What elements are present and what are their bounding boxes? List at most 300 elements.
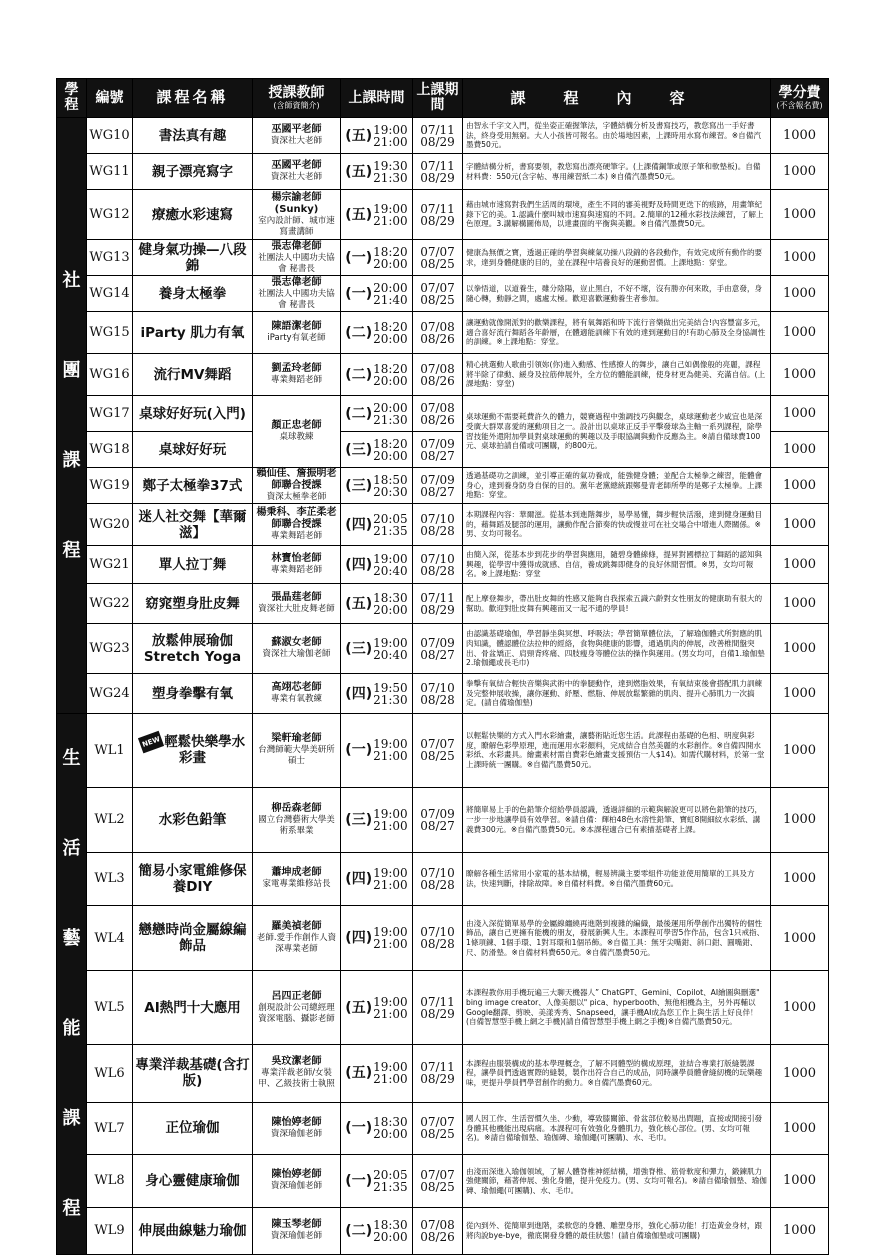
new-badge: NEW	[138, 731, 164, 754]
course-period	[413, 432, 463, 468]
weekday: (二)	[345, 324, 373, 341]
course-name	[133, 118, 253, 154]
course-period	[413, 154, 463, 190]
end-time: 21:00	[373, 213, 408, 228]
weekday: (一)	[345, 285, 373, 302]
course-fee: 1000	[771, 624, 829, 674]
start-time: 18:30	[373, 590, 408, 605]
category-cell: 生 活 藝 能 課 程	[57, 714, 87, 1255]
period-to: 08/29	[420, 1006, 455, 1021]
end-time: 21:40	[373, 292, 408, 307]
course-fee: 1000	[771, 468, 829, 504]
teacher-info: 專業洋裁老師/女裝甲、乙級技術士執照	[258, 1068, 335, 1090]
course-description: 藉由城市速寫對我們生活周的環境，產生不同的審美視野及時間更迭下的痕跡，用畫筆紀錄下它的美。1.認識什麼叫城市速寫與速寫的不同。2.簡單的12種水彩技法練習，了解上色原理。3.講解構圖佈局，以達畫面的平衡與美觀。※自備汽墨費50元。	[463, 190, 771, 240]
table-row	[57, 396, 829, 432]
period-from: 07/10	[420, 680, 455, 695]
course-time	[341, 1207, 413, 1254]
course-description: 將簡單易上手的色鉛筆介紹給學員認識，透過詳細的示範與解說更可以將色鉛筆的技巧，一步一步地讓學員有效學習。※請自備：輝柏48色水溶性鉛筆、寶虹8開細紋水彩紙、講義費300元。※自備汽墨費50元。※本課程適合已有素描基礎者上課。	[463, 787, 771, 853]
course-time	[341, 853, 413, 906]
course-time	[341, 154, 413, 190]
course-teacher	[253, 674, 341, 714]
course-name	[133, 853, 253, 906]
course-time	[341, 905, 413, 971]
weekday: (四)	[345, 870, 373, 887]
table-row	[57, 1044, 829, 1102]
teacher-info: 社團法人中國功夫協會 秘書長	[258, 288, 335, 310]
table-row	[57, 714, 829, 788]
teacher-info: iParty有氧老師	[267, 333, 326, 343]
course-name	[133, 312, 253, 354]
period-from: 07/07	[420, 280, 455, 295]
teacher-name: 梁軒瑜老師	[271, 733, 322, 745]
course-fee: 1000	[771, 1044, 829, 1102]
end-time: 21:00	[373, 749, 408, 764]
period-from: 07/11	[420, 158, 455, 173]
course-name	[133, 396, 253, 432]
start-time: 18:20	[373, 361, 408, 376]
teacher-name: 呂四正老師	[271, 990, 322, 1002]
weekday: (一)	[345, 742, 373, 759]
course-code: WG15	[87, 312, 133, 354]
course-code: WG11	[87, 154, 133, 190]
course-name	[133, 1207, 253, 1254]
course-teacher	[253, 312, 341, 354]
end-time: 21:00	[373, 134, 408, 149]
course-description: 讓運動就像開派對的歡樂課程，將有氧舞蹈和時下流行音樂做出完美結合!內容豐富多元，適合喜好流行舞蹈各年齡層，在體適能訓練下有效的達到運動目的!有助心肺及全身協調性的訓練。※上課地點：穿堂。	[463, 312, 771, 354]
weekday: (三)	[345, 477, 373, 494]
teacher-info: 資深瑜伽老師	[270, 1128, 322, 1139]
teacher-name: 張晶莛老師	[271, 592, 322, 603]
start-time: 18:50	[373, 472, 408, 487]
course-description: 精心挑選動人歌曲引領妳(你)進入動感、性感撩人的舞步，讓自己如偶像般的亮麗，課程將半除了律動、緩身及拉筋伸展外，全方位的體能訓練，使身材更為健美、充滿自信。(上課地點：穿堂)	[463, 354, 771, 396]
course-name	[133, 1155, 253, 1208]
course-time	[341, 624, 413, 674]
teacher-name: 賴仙佳、詹振明老師聯合授課	[256, 468, 337, 491]
table-row	[57, 354, 829, 396]
course-name-text: 水彩色鉛筆	[158, 811, 227, 828]
course-code: WL2	[87, 787, 133, 853]
course-period	[413, 624, 463, 674]
teacher-name: 蕭坤成老師	[271, 867, 322, 879]
course-description: 由認識基礎瑜伽，學習靜坐與冥想、呼吸法；學習簡單體位法，了解瑜伽體式所對應的肌肉知識，體認體位法拉伸的經絡，食物與健康的影響，通過肌肉的伸展，改善椎間盤突出、骨盆矯正、肩頸背疼痛、四肢瘦身等體位法的操作與運用。(男女均可，自備1.瑜伽墊2.瑜伽繩或長毛巾)	[463, 624, 771, 674]
header-content: 課程內容	[463, 79, 771, 118]
teacher-name: 吳玟潔老師	[271, 1056, 322, 1068]
course-code: WG23	[87, 624, 133, 674]
period-to: 08/27	[420, 647, 455, 662]
course-code: WL6	[87, 1044, 133, 1102]
course-name	[133, 354, 253, 396]
teacher-name: 陳玉琴老師	[271, 1219, 322, 1231]
course-code: WL1	[87, 714, 133, 788]
teacher-info: 資深太極拳老師	[266, 492, 327, 502]
course-period	[413, 1207, 463, 1254]
course-fee: 1000	[771, 118, 829, 154]
start-time: 18:20	[373, 244, 408, 259]
course-period	[413, 971, 463, 1045]
period-from: 07/11	[420, 122, 455, 137]
teacher-name: 劉孟玲老師	[271, 363, 322, 374]
course-description: 本期課程內容：華爾滋。從基本到進階舞步，易學易懂，舞步輕快活潑，達到健身運動目的，藉舞蹈及腿部的運用，讓動作配合節奏的快或慢並可在社交場合中增進人際關係。※男、女均可報名。	[463, 504, 771, 546]
course-period	[413, 1044, 463, 1102]
start-time: 18:30	[373, 1217, 408, 1232]
course-time	[341, 432, 413, 468]
course-time	[341, 118, 413, 154]
start-time: 19:00	[373, 865, 408, 880]
course-time	[341, 1155, 413, 1208]
course-name-text: AI熱門十大應用	[144, 999, 241, 1016]
course-name	[133, 674, 253, 714]
start-time: 20:05	[373, 1167, 408, 1182]
teacher-name: 高翊芯老師	[271, 682, 322, 693]
course-description: 本課程由服裝構成的基本學理概念，了解不同體型的構成原理，並結合專業打版縫製課程，讓學員們透過實際的縫製，製作出符合自己的成品，同時讓學員體會縫紉機的玩樂趣味，更提升學員們學習創作的動力。※自備汽墨費60元。	[463, 1044, 771, 1102]
end-time: 21:35	[373, 1179, 408, 1194]
start-time: 19:00	[373, 1060, 408, 1075]
table-body	[57, 118, 829, 1255]
period-from: 07/09	[420, 436, 455, 451]
course-code: WL4	[87, 905, 133, 971]
period-to: 08/28	[420, 523, 455, 538]
course-period	[413, 714, 463, 788]
course-description: 由智永千字文入門，從坐姿正確握筆法，字體結構分析及書寫技巧，教您寫出一手好書法，終身受用無窮。大人小孩皆可報名。由於場地因素，上課時用水寫布練習。※自備汽墨費50元。	[463, 118, 771, 154]
period-to: 08/27	[420, 484, 455, 499]
course-code: WG17	[87, 396, 133, 432]
teacher-name: 陳怡婷老師	[271, 1169, 322, 1181]
course-name-text: iParty 肌力有氧	[140, 324, 245, 341]
course-fee: 1000	[771, 714, 829, 788]
course-code: WG10	[87, 118, 133, 154]
header-teacher: 授課教師 (含師資簡介)	[253, 79, 341, 118]
teacher-info: 老師.愛手作創作人資深專業老師	[256, 933, 337, 954]
table-row	[57, 240, 829, 276]
end-time: 20:00	[373, 256, 408, 271]
weekday: (三)	[345, 811, 373, 828]
period-to: 08/28	[420, 937, 455, 951]
teacher-info: 資深社大肚皮舞老師	[258, 604, 335, 614]
course-name	[133, 1102, 253, 1155]
course-teacher	[253, 714, 341, 788]
header-category: 學程	[57, 79, 87, 118]
course-period	[413, 674, 463, 714]
start-time: 19:30	[373, 158, 408, 173]
table-row	[57, 674, 829, 714]
table-row	[57, 546, 829, 584]
course-name	[133, 154, 253, 190]
period-from: 07/11	[420, 201, 455, 216]
weekday: (一)	[345, 249, 373, 266]
course-teacher	[253, 504, 341, 546]
course-fee: 1000	[771, 504, 829, 546]
weekday: (一)	[345, 1120, 373, 1137]
course-name-text: 親子漂亮寫字	[152, 163, 233, 180]
course-fee: 1000	[771, 584, 829, 624]
teacher-info: 室內設計師、城市速寫畫講師	[258, 215, 335, 237]
header-period: 上課期間	[413, 79, 463, 118]
table-header	[57, 79, 829, 118]
table-row	[57, 1155, 829, 1208]
course-period	[413, 312, 463, 354]
end-time: 20:40	[373, 563, 408, 578]
course-description: 拳擊有氧結合輕快音樂與武術中的拳腿動作，達到燃脂效果，有氧結束後會搭配肌力訓練及完整伸展收操，讓你運動、紓壓、燃脂、伸展放鬆繁雜的肌肉、提升心肺肌力一次搞定。(請自備瑜伽墊)	[463, 674, 771, 714]
course-table	[56, 78, 829, 1255]
end-time: 20:30	[373, 484, 408, 499]
teacher-info: 專業舞蹈老師	[270, 375, 322, 385]
period-to: 08/25	[420, 1179, 455, 1194]
course-code: WG19	[87, 468, 133, 504]
end-time: 21:30	[373, 170, 408, 185]
course-name	[133, 787, 253, 853]
end-time: 20:00	[373, 373, 408, 388]
period-to: 08/25	[420, 749, 455, 764]
teacher-info: 專業舞蹈老師	[270, 531, 322, 541]
course-time	[341, 468, 413, 504]
course-name-text: 鄭子太極拳37式	[142, 477, 243, 494]
course-fee: 1000	[771, 276, 829, 312]
course-teacher	[253, 1044, 341, 1102]
course-fee: 1000	[771, 546, 829, 584]
course-fee: 1000	[771, 312, 829, 354]
weekday: (五)	[345, 206, 373, 223]
weekday: (四)	[345, 556, 373, 573]
course-teacher	[253, 354, 341, 396]
period-from: 07/08	[420, 319, 455, 334]
period-from: 07/11	[420, 1060, 455, 1075]
course-description: 由簡入深，從基本步到花步的學習與應用，隨碧身體線條，提昇對國標拉丁舞蹈的認知與興趣，從學習中獲得成就感、自信，養成跳舞即健身的良好休閒習慣。※男，女均可報名。※上課地點：穿堂	[463, 546, 771, 584]
period-to: 08/26	[420, 412, 455, 427]
course-name-text: 簡易小家電維修保養DIY	[138, 862, 247, 895]
start-time: 18:20	[373, 319, 408, 334]
teacher-info: 資深瑜伽老師	[270, 1181, 322, 1192]
teacher-info: 創現設計公司總經理資深電腦、攝影老師	[258, 1002, 335, 1024]
weekday: (一)	[345, 1172, 373, 1189]
start-time: 19:00	[373, 806, 408, 821]
course-period	[413, 853, 463, 906]
weekday: (二)	[345, 1222, 373, 1239]
course-name-text: 伸展曲線魅力瑜伽	[138, 1222, 247, 1239]
course-name	[133, 504, 253, 546]
start-time: 20:05	[373, 511, 408, 526]
course-name	[133, 624, 253, 674]
period-from: 07/08	[420, 1217, 455, 1232]
table-row	[57, 971, 829, 1045]
period-to: 08/25	[420, 292, 455, 307]
course-code: WG16	[87, 354, 133, 396]
start-time: 19:00	[373, 737, 408, 752]
teacher-name: 蘇淑女老師	[271, 637, 322, 648]
period-from: 07/07	[420, 1167, 455, 1182]
course-time	[341, 1102, 413, 1155]
course-teacher	[253, 118, 341, 154]
course-description: 瞭解各種生活常用小家電的基本結構，輕易辨識主要零組件功能並使用簡單的工具及方法，快速判斷，排除故障。※自備材料費。※自備汽墨費60元。	[463, 853, 771, 906]
course-description: 配上摩登舞步，帶出肚皮舞的性感又能夠自我探索五識六齡對女性朋友的健康助有很大的幫助。歡迎對肚皮舞有興趣而又一起不通的學員!	[463, 584, 771, 624]
course-time	[341, 714, 413, 788]
table-row	[57, 276, 829, 312]
course-description: 健康為無價之寶，透過正確的學習與練氣功操八段錦的各段動作，有效完成所有動作的要求，達到身體健康的目的，並在課程中培養良好的運動習慣。上課地點：穿堂。	[463, 240, 771, 276]
end-time: 21:00	[373, 877, 408, 892]
period-to: 08/29	[420, 602, 455, 617]
table-row	[57, 504, 829, 546]
course-code: WG24	[87, 674, 133, 714]
course-teacher	[253, 787, 341, 853]
course-code: WG21	[87, 546, 133, 584]
teacher-name: 陳怡婷老師	[271, 1116, 322, 1128]
course-name-text: 健身氣功操—八段錦	[138, 241, 247, 274]
course-name-text: 單人拉丁舞	[158, 556, 227, 573]
period-from: 07/08	[420, 400, 455, 415]
start-time: 19:00	[373, 635, 408, 650]
end-time: 20:00	[373, 1127, 408, 1142]
course-teacher	[253, 468, 341, 504]
course-teacher	[253, 154, 341, 190]
course-period	[413, 546, 463, 584]
period-from: 07/09	[420, 806, 455, 821]
period-to: 08/27	[420, 818, 455, 833]
course-teacher	[253, 240, 341, 276]
table-row	[57, 1207, 829, 1254]
course-time	[341, 312, 413, 354]
teacher-info: 專業有氧教練	[270, 694, 322, 704]
period-to: 08/26	[420, 331, 455, 346]
period-from: 07/07	[420, 1115, 455, 1130]
course-period	[413, 504, 463, 546]
course-period	[413, 354, 463, 396]
end-time: 21:00	[373, 1006, 408, 1021]
course-time	[341, 971, 413, 1045]
course-name-text: 專業洋裁基礎(含打版)	[135, 1057, 250, 1090]
teacher-info: 資深瑜伽老師	[270, 1231, 322, 1242]
period-to: 08/29	[420, 170, 455, 185]
header-name: 課程名稱	[133, 79, 253, 118]
course-period	[413, 240, 463, 276]
end-time: 20:00	[373, 1229, 408, 1244]
period-from: 07/09	[420, 635, 455, 650]
course-code: WL7	[87, 1102, 133, 1155]
course-name	[133, 714, 253, 788]
teacher-name: 楊宗諭老師(Sunky)	[271, 191, 322, 215]
course-teacher	[253, 190, 341, 240]
course-fee: 1000	[771, 1102, 829, 1155]
end-time: 20:40	[373, 647, 408, 662]
teacher-info: 家電專業維修站長	[262, 879, 331, 890]
table-row	[57, 624, 829, 674]
teacher-info: 資深社大老師	[270, 136, 322, 146]
period-to: 08/28	[420, 563, 455, 578]
course-time	[341, 276, 413, 312]
course-name-text: 放鬆伸展瑜伽 Stretch Yoga	[143, 632, 242, 665]
course-name-text: 療癒水彩速寫	[152, 206, 233, 223]
course-fee: 1000	[771, 154, 829, 190]
course-fee: 1000	[771, 432, 829, 468]
course-fee: 1000	[771, 354, 829, 396]
course-period	[413, 118, 463, 154]
course-description: 透過基礎功之訓練，並引導正確的氣功養成，能強健身體；並配合太極拳之練習，能體會身心，達到養身防身自保的目的。黨年老黨總統跟鄭曼青老師所學的是鄭子太極拳。上課地點：穿堂。	[463, 468, 771, 504]
course-name	[133, 432, 253, 468]
course-fee: 1000	[771, 971, 829, 1045]
start-time: 18:20	[373, 436, 408, 451]
course-time	[341, 190, 413, 240]
course-name	[133, 240, 253, 276]
course-period	[413, 905, 463, 971]
weekday: (五)	[345, 999, 373, 1016]
teacher-info: 專業舞蹈老師	[270, 565, 322, 575]
period-from: 07/10	[420, 925, 455, 939]
course-name	[133, 1044, 253, 1102]
period-from: 07/10	[420, 511, 455, 526]
course-description: 以拳悟道，以道養生，雖分陰陽，豈止黑白，不好不壞，沒有勝亦何來敗，手由意發，身隨心轉，動靜之間，處處太極。歡迎喜歡運動養生者參加。	[463, 276, 771, 312]
course-period	[413, 584, 463, 624]
teacher-name: 巫國平老師	[271, 160, 322, 171]
teacher-info: 資深社大瑜伽老師	[262, 649, 331, 659]
weekday: (五)	[345, 595, 373, 612]
course-code: WG20	[87, 504, 133, 546]
period-to: 08/26	[420, 1229, 455, 1244]
table-row	[57, 905, 829, 971]
end-time: 20:00	[373, 602, 408, 617]
period-from: 07/09	[420, 472, 455, 487]
period-to: 08/29	[420, 1072, 455, 1087]
course-name-text: 流行MV舞蹈	[153, 366, 232, 383]
start-time: 19:50	[373, 680, 408, 695]
course-code: WG18	[87, 432, 133, 468]
course-period	[413, 468, 463, 504]
course-name-text: 正位瑜伽	[165, 1120, 220, 1137]
table-row	[57, 312, 829, 354]
end-time: 21:00	[373, 937, 408, 951]
course-name	[133, 905, 253, 971]
course-teacher	[253, 971, 341, 1045]
course-code: WL9	[87, 1207, 133, 1254]
course-code: WG12	[87, 190, 133, 240]
course-period	[413, 1155, 463, 1208]
course-fee: 1000	[771, 853, 829, 906]
table-row	[57, 1102, 829, 1155]
header-fee: 學分費 (不含報名費)	[771, 79, 829, 118]
table-row	[57, 584, 829, 624]
header-time: 上課時間	[341, 79, 413, 118]
period-from: 07/10	[420, 865, 455, 880]
course-description: 桌球運動不需要耗費許久的體力，競賽過程中強調技巧與觀念，桌球運動老少咸宜也是深受廣大群眾喜愛的運動項目之一。設計出以桌球正反手平擊發球為主軸一系列課程，除學習技能外還附加學員對桌球運動的興趣以及手眼協調與動作反應為主。※請自備球費100元、桌球拍請自備或可團購，約800元。	[463, 396, 771, 468]
course-time	[341, 674, 413, 714]
course-teacher	[253, 276, 341, 312]
table-row	[57, 853, 829, 906]
course-time	[341, 240, 413, 276]
course-time	[341, 1044, 413, 1102]
period-to: 08/25	[420, 256, 455, 271]
course-teacher	[253, 853, 341, 906]
weekday: (三)	[345, 441, 373, 458]
period-to: 08/29	[420, 213, 455, 228]
course-description: 字體結構分析，書寫要領，教您寫出漂亮硬筆字。(上課備鋼筆或原子筆和軟墊板)。自備材料費：550元(含字帖、專用練習紙二本) ※自備汽墨費50元。	[463, 154, 771, 190]
course-teacher	[253, 396, 341, 468]
weekday: (四)	[345, 685, 373, 702]
course-name	[133, 190, 253, 240]
period-to: 08/25	[420, 1127, 455, 1142]
course-name-text: 桌球好好玩(入門)	[139, 405, 246, 422]
teacher-name: 巫國平老師	[271, 124, 322, 135]
end-time: 21:30	[373, 412, 408, 427]
weekday: (五)	[345, 127, 373, 144]
course-name	[133, 584, 253, 624]
category-cell: 社 團 課 程	[57, 118, 87, 714]
course-time	[341, 787, 413, 853]
teacher-name: 楊秉科、李芷柔老師聯合授課	[256, 507, 337, 530]
course-code: WG13	[87, 240, 133, 276]
period-to: 08/28	[420, 877, 455, 892]
course-period	[413, 396, 463, 432]
course-fee: 1000	[771, 905, 829, 971]
course-time	[341, 584, 413, 624]
start-time: 20:00	[373, 400, 408, 415]
end-time: 21:00	[373, 1072, 408, 1087]
